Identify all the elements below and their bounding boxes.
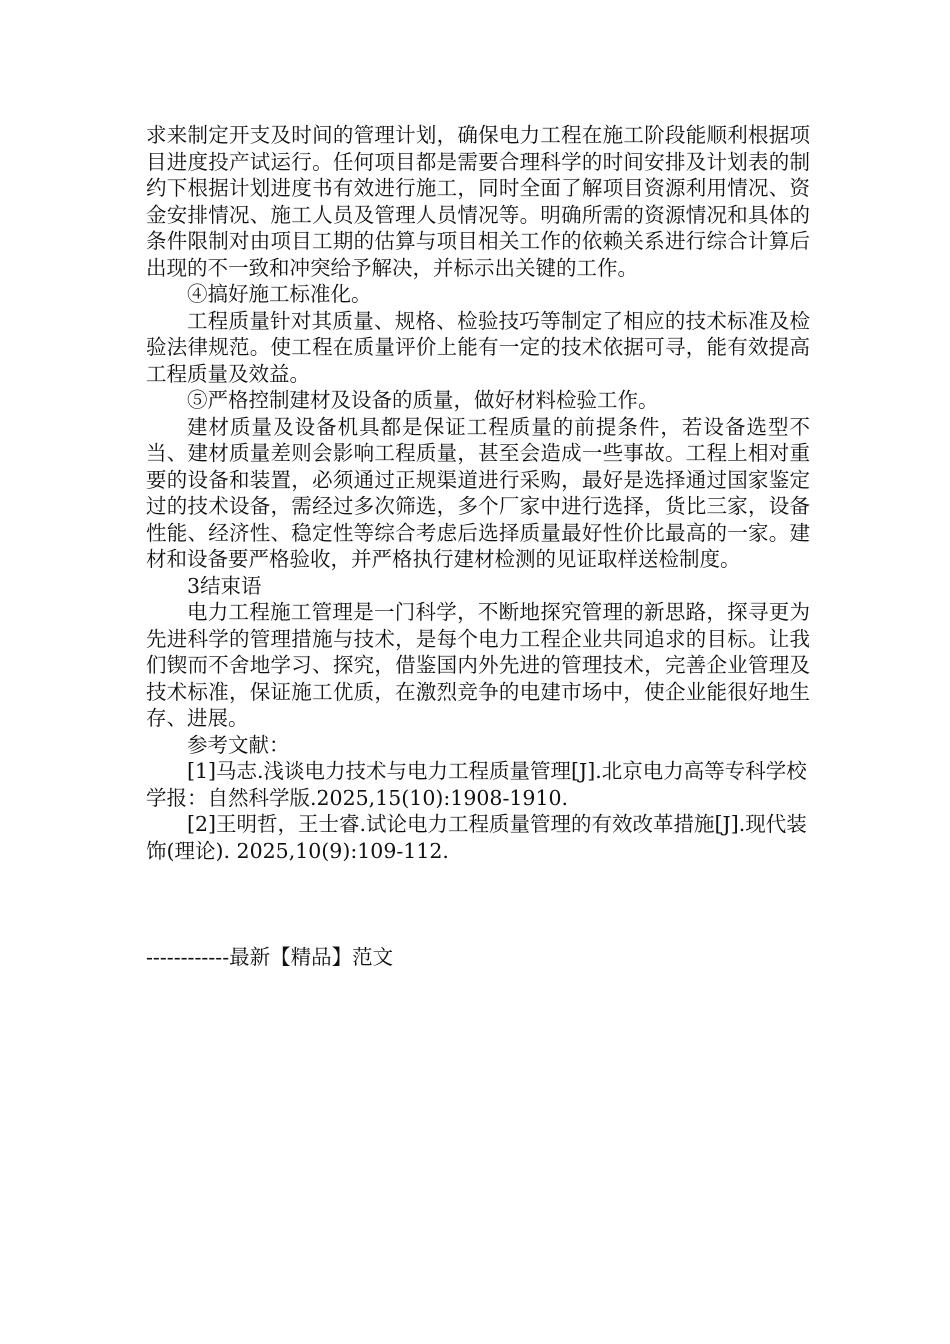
paragraph-schedule-management: 求来制定开支及时间的管理计划，确保电力工程在施工阶段能顺利根据项目进度投产试运行。任何项目都是需要合理科学的时间安排及计划表的制约下根据计划进度书有效进行施工，同时全面了解项目资源利用情况、资金安排情况、施工人员及管理人员情况等。明确所需的资源情况和具体的条件限制对由项目工期的估算与项目相关工作的依赖关系进行综合计算后出现的不一致和冲突给予解决，并标示出关键的工作。 [146, 123, 810, 280]
reference-item-2: [2]王明哲，王士睿.试论电力工程质量管理的有效改革措施[J].现代装饰(理论). 2025,10(9):109-112. [146, 812, 807, 863]
heading-standardization: ④搞好施工标准化。 [187, 282, 372, 306]
reference-item-1: [1]马志.浅谈电力技术与电力工程质量管理[J].北京电力高等专科学校学报：自然科学版.2025,15(10):1908-1910. [146, 759, 807, 810]
paragraph-quality-standards: 工程质量针对其质量、规格、检验技巧等制定了相应的技术标准及检验法律规范。使工程在质量评价上能有一定的技术依据可寻，能有效提高工程质量及效益。 [146, 308, 810, 386]
paragraph-conclusion: 电力工程施工管理是一门科学，不断地探究管理的新思路，探寻更为先进科学的管理措施与技术，是每个电力工程企业共同追求的目标。让我们锲而不舍地学习、探究，借鉴国内外先进的管理技术，完善企业管理及技术标准，保证施工优质，在激烈竞争的电建市场中，使企业能很好地生存、进展。 [146, 600, 810, 730]
document-body [146, 122, 810, 864]
heading-conclusion: 3结束语 [187, 573, 262, 598]
heading-references: 参考文献： [187, 732, 290, 757]
paragraph-material-quality: 建材质量及设备机具都是保证工程质量的前提条件，若设备选型不当、建材质量差则会影响工程质量，甚至会造成一些事故。工程上相对重要的设备和装置，必须通过正规渠道进行采购，最好是选择通过国家鉴定过的技术设备，需经过多次筛选，多个厂家中进行选择，货比三家，设备性能、经济性、稳定性等综合考虑后选择质量最好性价比最高的一家。建材和设备要严格验收，并严格执行建材检测的见证取样送检制度。 [146, 414, 810, 571]
page-footer: ------------最新【精品】范文 [146, 945, 394, 969]
heading-material-control: ⑤严格控制建材及设备的质量，做好材料检验工作。 [187, 388, 659, 412]
